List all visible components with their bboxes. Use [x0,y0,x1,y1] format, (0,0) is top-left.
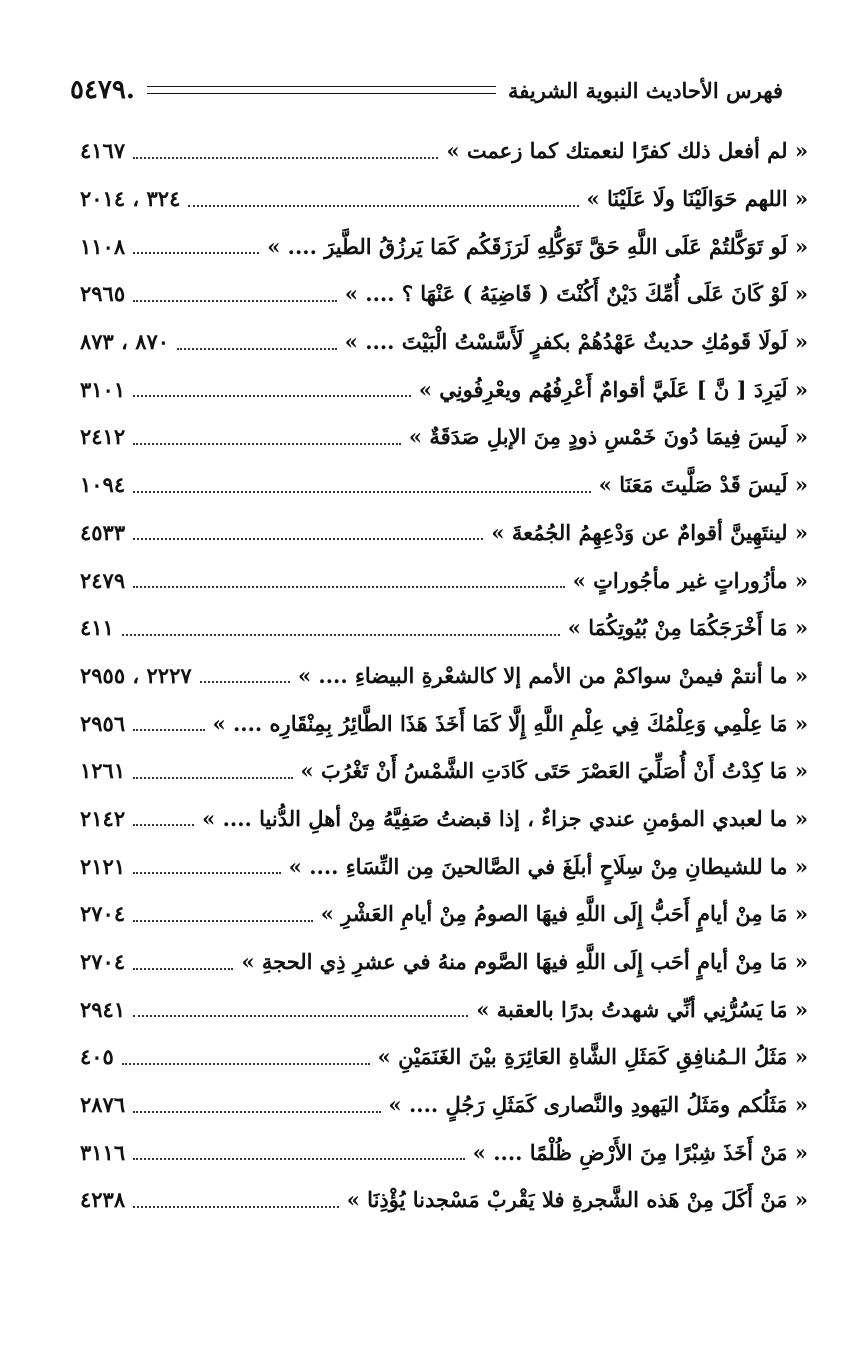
hadith-text: « اللهم حَوَالَيْنَا ولَا عَلَيْنَا » [586,186,808,212]
index-entry [80,556,808,604]
hadith-refs: ٢٩٤١ [80,996,126,1022]
hadith-refs: ٢٤١٢ [80,424,126,450]
leader-dots [200,681,290,683]
hadith-refs: ٤٥٣٣ [80,519,126,545]
leader-dots [133,920,313,922]
leader-dots [133,586,565,588]
hadith-text: « ما للشيطانِ مِنْ سِلَاحٍ أبلَغَ في الصَّالحينَ مِن النِّسَاءِ .... » [288,853,808,879]
hadith-text: « مَا مِنْ أيامٍ أَحَبُّ إِلَى اللَّهِ فيهَا الصومُ مِنْ أيامِ العَشْرِ » [320,901,808,927]
index-entry [80,461,808,509]
index-entry [80,365,808,413]
hadith-refs: ٣١١٦ [80,1139,126,1165]
index-entry [80,509,808,557]
index-entry [80,413,808,461]
hadith-text: « لَو تَوَكَّلتُمْ عَلَى اللَّهِ حَقَّ تَوَكُّلِهِ لَرَزَقَكُم كَمَا يَرزُقُ الطَّيرَ .... » [267,233,808,259]
index-entry [80,604,808,652]
hadith-text: « مَنْ أَكَلَ مِنْ هَذه الشَّجرةِ فلا يَقْربْ مَسْجدنا يُؤْذِنَا » [346,1187,808,1213]
hadith-text: « لَيسَ قَدْ صَلَّيتَ مَعَنَا » [598,472,808,498]
hadith-text: « مَا مِنْ أيامٍ أحَب إِلَى اللَّهِ فيهَا الصَّوم منهُ في عشرِ ذِي الحجةِ » [241,949,808,975]
hadith-text: « ما أنتمْ فيمنْ سواكمْ من الأمم إلا كالشعْرةِ البيضاءِ .... » [297,662,808,688]
index-entry [80,795,808,843]
index-entry [80,127,808,175]
hadith-text: « مَثَلُكم ومَثَلُ اليَهودِ والنَّصارى كَمَثَلِ رَجُلٍ .... » [388,1092,808,1118]
hadith-refs: ٢١٢١ [80,853,126,879]
index-entry [80,318,808,366]
index-entry [80,175,808,223]
leader-dots [122,1063,370,1065]
hadith-text: « لَوْ كَانَ عَلَى أُمِّكَ دَيْنٌ أَكُنْتَ ( قَاضِيَهُ ) عَنْهَا ؟ .... » [344,281,808,307]
leader-dots [133,777,292,779]
index-entry [80,1128,808,1176]
index-entry [80,985,808,1033]
hadith-text: « مَا يَسُرُّنِي أنِّي شهدتُ بدرًا بالعقبة » [476,996,808,1022]
page-number: ٥٤٧٩. [70,75,135,105]
index-entry [80,1176,808,1224]
hadith-refs: ٤٢٣٨ [80,1187,126,1213]
hadith-text: « مَثَلُ الـمُنافِقِ كَمَثَلِ الشَّاةِ العَائِرَةِ بيْنَ الغَنَمَيْنِ » [377,1044,808,1070]
hadith-refs: ٣١٠١ [80,376,126,402]
hadith-refs: ٤١٦٧ [80,138,126,164]
hadith-refs: ٣٢٤ ، ٢٠١٤ [80,186,181,212]
hadith-text: « لَيسَ فِيمَا دُونَ خَمْسِ ذودٍ مِنَ الإبلِ صَدَقَةٌ » [408,424,808,450]
hadith-refs: ٢٩٥٦ [80,710,126,736]
header-rule [147,86,496,94]
hadith-refs: ٨٧٠ ، ٨٧٣ [80,329,170,355]
hadith-index-list [80,127,808,1224]
hadith-text: « لَيَرِدَ [ نَّ ] عَلَيَّ أقوامٌ أَعْرِفُهُم ويعْرِفُونِي » [418,376,808,402]
leader-dots [177,348,337,350]
leader-dots [133,300,337,302]
hadith-text: « لينتَهِينَّ أقوامٌ عن وَدْعِهِمُ الجُمُعةَ » [491,519,808,545]
index-entry [80,222,808,270]
hadith-refs: ٢٨٧٦ [80,1092,126,1118]
hadith-text: « مَنْ أَخَذَ شِبْرًا مِنَ الأَرْضِ ظُلْمًا .... » [472,1139,808,1165]
hadith-text: « مَا عِلْمِي وَعِلْمُكَ فِي عِلْمِ اللَّهِ إِلَّا كَمَا أَخَذَ هَذَا الطَّائِرُ بِمِنْقَارِه .... » [212,710,808,736]
leader-dots [133,491,591,493]
index-entry [80,842,808,890]
leader-dots [133,157,438,159]
running-header [70,72,783,108]
index-entry [80,747,808,795]
index-entry [80,890,808,938]
leader-dots [133,968,233,970]
leader-dots [133,538,483,540]
leader-dots [133,443,401,445]
index-entry [80,652,808,700]
hadith-refs: ٢١٤٢ [80,805,126,831]
hadith-text: « مَا أَخْرَجَكُمَا مِنْ بُيُوتِكُمَا » [567,615,808,641]
index-entry [80,938,808,986]
hadith-text: « لَولَا قَومُكِ حديثٌ عَهْدُهُمْ بكفرٍ لَأَسَّسْتُ الْبَيْتَ .... » [344,329,808,355]
hadith-refs: ١٢٦١ [80,758,126,784]
hadith-text: « مأزُوراتٍ غير مأجُوراتٍ » [572,567,808,593]
leader-dots [133,1158,465,1160]
hadith-refs: ١٠٩٤ [80,472,126,498]
header-title: فهرس الأحاديث النبوية الشريفة [507,77,783,103]
hadith-refs: ٤١١ [80,615,114,641]
leader-dots [133,252,259,254]
leader-dots [133,1111,380,1113]
hadith-refs: ٢٢٢٧ ، ٢٩٥٥ [80,662,192,688]
hadith-refs: ١١٠٨ [80,233,126,259]
hadith-text: « مَا كِدْتُ أَنْ أُصَلِّيَ العَصْرَ حَتَى كَادَتِ الشَّمْسُ أَنْ تَغْرُبَ » [300,758,808,784]
leader-dots [133,395,411,397]
hadith-refs: ٢٧٠٤ [80,949,126,975]
leader-dots [133,729,204,731]
hadith-refs: ٢٧٠٤ [80,901,126,927]
leader-dots [122,634,560,636]
hadith-text: « لم أفعل ذلك كفرًا لنعمتك كما زعمت » [446,138,808,164]
hadith-refs: ٤٠٥ [80,1044,114,1070]
hadith-refs: ٢٤٧٩ [80,567,126,593]
hadith-refs: ٢٩٦٥ [80,281,126,307]
index-entry [80,1081,808,1129]
leader-dots [188,205,578,207]
leader-dots [133,824,194,826]
leader-dots [133,1206,339,1208]
leader-dots [133,1015,468,1017]
index-entry [80,270,808,318]
hadith-text: « ما لعبدي المؤمنِ عندي جزاءٌ ، إذا قبضتُ صَفِيَّهُ مِنْ أهلِ الدُّنيا .... » [202,805,808,831]
leader-dots [133,872,281,874]
index-entry [80,1033,808,1081]
index-entry [80,699,808,747]
